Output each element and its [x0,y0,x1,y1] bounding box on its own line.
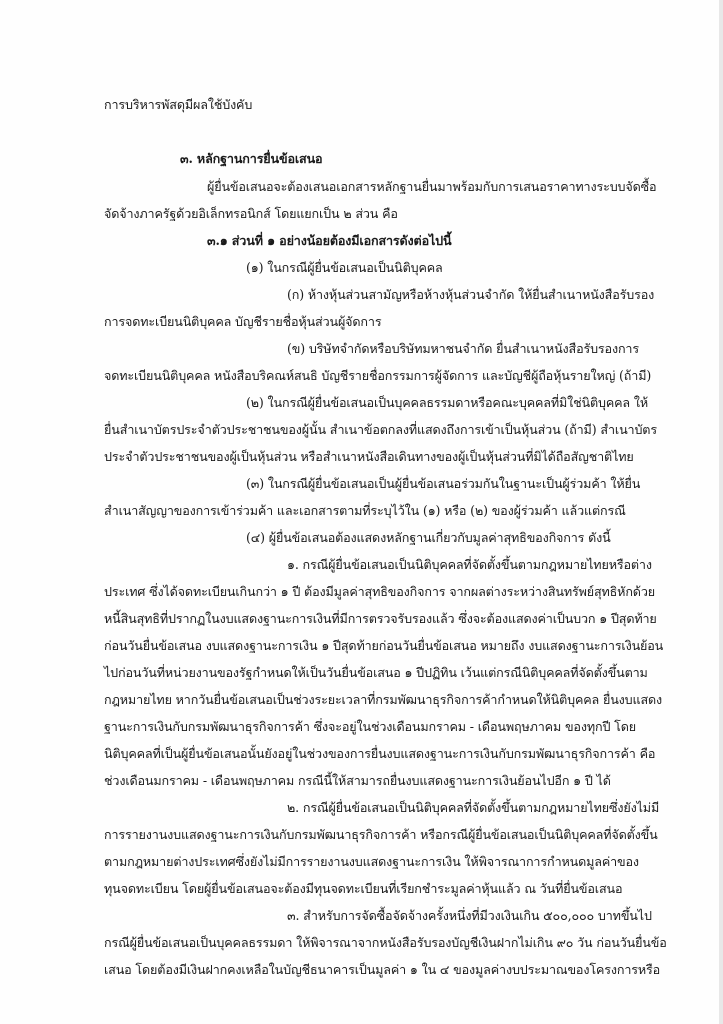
text-line: จดทะเบียนนิติบุคคล หนังสือบริคณห์สนธิ บัญชีรายชื่อกรรมการผู้จัดการ และบัญชีผู้ถือหุ้นรายใหญ่ (ถ้ามี) [104,368,652,383]
text-line: ทุนจดทะเบียน โดยผู้ยื่นข้อเสนอจะต้องมีทุนจดทะเบียนที่เรียกชำระมูลค่าหุ้นแล้ว ณ วันที่ยื่นข้อเสนอ [104,881,623,896]
text-line: ผู้ยื่นข้อเสนอจะต้องเสนอเอกสารหลักฐานยื่นมาพร้อมกับการเสนอราคาทางระบบจัดซื้อ [207,179,657,194]
text-line: ๒. กรณีผู้ยื่นข้อเสนอเป็นนิติบุคคลที่จัดตั้งขึ้นตามกฎหมายไทยซึ่งยังไม่มี [287,800,660,815]
text-line: การรายงานงบแสดงฐานะการเงินกับกรมพัฒนาธุรกิจการค้า หรือกรณีผู้ยื่นข้อเสนอเป็นนิติบุคคลที่จัดตั้งขึ้น [104,827,658,842]
text-line: (๔) ผู้ยื่นข้อเสนอต้องแสดงหลักฐานเกี่ยวกับมูลค่าสุทธิของกิจการ ดังนี้ [246,530,611,545]
text-line: ๑. กรณีผู้ยื่นข้อเสนอเป็นนิติบุคคลที่จัดตั้งขึ้นตามกฎหมายไทยหรือต่าง [287,557,652,572]
text-line: ตามกฎหมายต่างประเทศซึ่งยังไม่มีการรายงานงบแสดงฐานะการเงิน ให้พิจารณาการกำหนดมูลค่าของ [104,854,639,869]
text-line: ๓. สำหรับการจัดซื้อจัดจ้างครั้งหนึ่งที่มีวงเงินเกิน ๕๐๐,๐๐๐ บาทขึ้นไป [287,908,652,923]
text-line: ประเทศ ซึ่งได้จดทะเบียนเกินกว่า ๑ ปี ต้องมีมูลค่าสุทธิของกิจการ จากผลต่างระหว่างสินทรัพย์สุทธิหักด้วย [104,584,655,599]
text-line: ก่อนวันยื่นข้อเสนอ งบแสดงฐานะการเงิน ๑ ปีสุดท้ายก่อนวันยื่นข้อเสนอ หมายถึง งบแสดงฐานะการเงินย้อน [104,638,664,653]
text-line: การบริหารพัสดุมีผลใช้บังคับ [104,97,253,112]
text-line: ยื่นสำเนาบัตรประจำตัวประชาชนของผู้นั้น สำเนาข้อตกลงที่แสดงถึงการเข้าเป็นหุ้นส่วน (ถ้ามี) สำเนาบัตร [104,422,657,437]
text-line: (๓) ในกรณีผู้ยื่นข้อเสนอเป็นผู้ยื่นข้อเสนอร่วมกันในฐานะเป็นผู้ร่วมค้า ให้ยื่น [246,476,641,491]
text-line: ไปก่อนวันที่หน่วยงานของรัฐกำหนดให้เป็นวันยื่นข้อเสนอ ๑ ปีปฏิทิน เว้นแต่กรณีนิติบุคคลที่จัดตั้งขึ้นตาม [104,665,648,680]
scan-edge [719,0,723,1024]
text-line: (๒) ในกรณีผู้ยื่นข้อเสนอเป็นบุคคลธรรมดาหรือคณะบุคคลที่มิใช่นิติบุคคล ให้ [246,395,648,410]
text-line: การจดทะเบียนนิติบุคคล บัญชีรายชื่อหุ้นส่วนผู้จัดการ [104,314,382,329]
section-heading: ๓. หลักฐานการยื่นข้อเสนอ [180,151,323,166]
text-line: กรณีผู้ยื่นข้อเสนอเป็นบุคคลธรรมดา ให้พิจารณาจากหนังสือรับรองบัญชีเงินฝากไม่เกิน ๙๐ วัน ก่อนวันยื่นข้อ [104,935,667,950]
text-line: สำเนาสัญญาของการเข้าร่วมค้า และเอกสารตามที่ระบุไว้ใน (๑) หรือ (๒) ของผู้ร่วมค้า แล้วแต่กรณี [104,503,626,518]
text-line: จัดจ้างภาครัฐด้วยอิเล็กทรอนิกส์ โดยแยกเป็น ๒ ส่วน คือ [104,206,398,221]
text-line: หนี้สินสุทธิที่ปรากฏในงบแสดงฐานะการเงินที่มีการตรวจรับรองแล้ว ซึ่งจะต้องแสดงค่าเป็นบวก ๑ ปีสุดท้าย [104,611,657,626]
text-line: ประจำตัวประชาชนของผู้เป็นหุ้นส่วน หรือสำเนาหนังสือเดินทางของผู้เป็นหุ้นส่วนที่มิได้ถือสัญชาติไทย [104,449,634,464]
subsection-heading: ๓.๑ ส่วนที่ ๑ อย่างน้อยต้องมีเอกสารดังต่อไปนี้ [207,233,452,248]
text-line: (ก) ห้างหุ้นส่วนสามัญหรือห้างหุ้นส่วนจำกัด ให้ยื่นสำเนาหนังสือรับรอง [287,287,655,302]
text-line: กฎหมายไทย หากวันยื่นข้อเสนอเป็นช่วงระยะเวลาที่กรมพัฒนาธุรกิจการค้ากำหนดให้นิติบุคคล ยื่นงบแสดง [104,692,663,707]
text-line: (ข) บริษัทจำกัดหรือบริษัทมหาชนจำกัด ยื่นสำเนาหนังสือรับรองการ [287,341,639,356]
text-line: ช่วงเดือนมกราคม - เดือนพฤษภาคม กรณีนี้ให้สามารถยื่นงบแสดงฐานะการเงินย้อนไปอีก ๑ ปี ได้ [104,773,611,788]
text-line: เสนอ โดยต้องมีเงินฝากคงเหลือในบัญชีธนาคารเป็นมูลค่า ๑ ใน ๔ ของมูลค่างบประมาณของโครงการหรือ [104,962,661,977]
text-line: นิติบุคคลที่เป็นผู้ยื่นข้อเสนอนั้นยังอยู่ในช่วงของการยื่นงบแสดงฐานะการเงินกับกรมพัฒนาธุรกิจการค้า คือ [104,746,656,761]
text-line: (๑) ในกรณีผู้ยื่นข้อเสนอเป็นนิติบุคคล [246,260,443,275]
text-line: ฐานะการเงินกับกรมพัฒนาธุรกิจการค้า ซึ่งจะอยู่ในช่วงเดือนมกราคม - เดือนพฤษภาคม ของทุกปี โดย [104,719,637,734]
